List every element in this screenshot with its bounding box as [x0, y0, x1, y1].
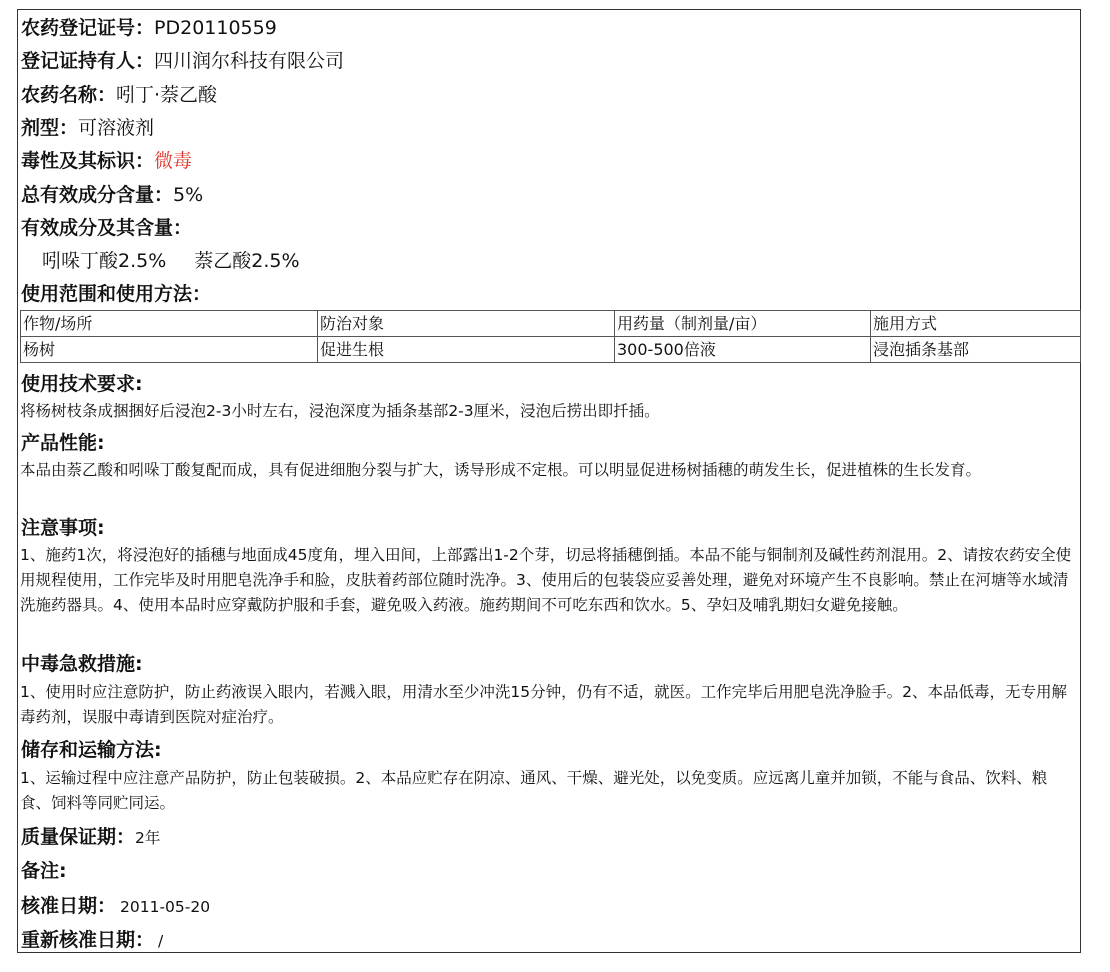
notes-label: 注意事项: [21, 517, 105, 539]
remarks-label: 备注: [21, 860, 67, 882]
holder-value: 四川润尔科技有限公司 [154, 50, 345, 72]
holder-row [21, 48, 344, 74]
firstaid-heading [21, 651, 143, 677]
performance-label: 产品性能: [21, 432, 105, 454]
approval-date-value: 2011-05-20 [120, 898, 211, 916]
toxicity-row [21, 148, 192, 174]
usage-heading [21, 281, 211, 307]
approval-date-row [21, 893, 210, 920]
name-row [21, 82, 217, 108]
reapproval-date-row [21, 927, 163, 954]
formulation-label: 剂型： [21, 117, 79, 139]
warranty-row [21, 824, 160, 851]
table-cell: 浸泡插条基部 [871, 337, 1081, 363]
tech-heading [21, 371, 143, 397]
registration-document [17, 9, 1081, 953]
name-label: 农药名称： [21, 84, 117, 106]
notes-text: 1、施药1次，将浸泡好的插穗与地面成45度角，埋入田间，上部露出1-2个芽，切忌将插穗倒插。本品不能与铜制剂及碱性药剂混用。2、请按农药安全使用规程使用，工作完毕及时用肥皂洗净手和脸，皮肤着药部位随时洗净。3、使用后的包装袋应妥善处理，避免对环境产生不良影响。禁止在河塘等水域清洗施药器具。4、使用本品时应穿戴防护服和手套，避免吸入药液。施药期间不可吃东西和饮水。5、孕妇及哺乳期妇女避免接触。 [20, 546, 1072, 614]
performance-text: 本品由萘乙酸和吲哚丁酸复配而成，具有促进细胞分裂与扩大，诱导形成不定根。可以明显促进杨树插穗的萌发生长，促进植株的生长发育。 [20, 461, 982, 479]
reg-no-row [21, 15, 277, 41]
table-cell: 促进生根 [318, 337, 615, 363]
approval-date-label: 核准日期： [21, 895, 117, 917]
toxicity-label: 毒性及其标识： [21, 150, 155, 172]
name-value: 吲丁·萘乙酸 [116, 84, 218, 106]
reg-no-value: PD20110559 [154, 17, 277, 39]
ingredients-row [21, 215, 192, 241]
ingredients-list [42, 248, 300, 274]
reapproval-date-value: / [158, 932, 164, 950]
reg-no-label: 农药登记证号： [21, 17, 155, 39]
tech-text: 将杨树枝条成捆捆好后浸泡2-3小时左右，浸泡深度为插条基部2-3厘米，浸泡后捞出即扦插。 [20, 402, 660, 420]
ingredient-item: 萘乙酸2.5% [194, 250, 300, 272]
holder-label: 登记证持有人： [21, 50, 155, 72]
table-header-cell: 作物/场所 [21, 311, 318, 337]
table-row [21, 337, 1081, 363]
usage-label: 使用范围和使用方法： [21, 283, 212, 305]
table-cell: 杨树 [21, 337, 318, 363]
notes-heading [21, 515, 105, 541]
table-header-row [21, 311, 1081, 337]
firstaid-text: 1、使用时应注意防护，防止药液误入眼内，若溅入眼，用清水至少冲洗15分钟，仍有不适，就医。工作完毕后用肥皂洗净脸手。2、本品低毒，无专用解毒药剂，误服中毒请到医院对症治疗。 [20, 683, 1067, 726]
storage-label: 储存和运输方法: [21, 739, 162, 761]
total-content-row [21, 182, 203, 208]
table-cell: 300-500倍液 [615, 337, 871, 363]
reapproval-date-label: 重新核准日期： [21, 929, 155, 951]
performance-heading [21, 430, 105, 456]
tech-label: 使用技术要求: [21, 373, 143, 395]
total-content-value: 5% [173, 184, 204, 206]
storage-heading [21, 737, 162, 763]
table-header-cell: 防治对象 [318, 311, 615, 337]
table-header-cell: 施用方式 [871, 311, 1081, 337]
warranty-label: 质量保证期： [21, 826, 136, 848]
toxicity-value: 微毒 [154, 150, 193, 172]
firstaid-label: 中毒急救措施: [21, 653, 143, 675]
warranty-value: 2年 [135, 829, 161, 847]
ingredient-item: 吲哚丁酸2.5% [42, 250, 167, 272]
storage-text: 1、运输过程中应注意产品防护，防止包装破损。2、本品应贮存在阴凉、通风、干燥、避光处，以免变质。应远离儿童并加锁，不能与食品、饮料、粮食、饲料等同贮同运。 [20, 769, 1048, 812]
usage-table [20, 310, 1081, 363]
formulation-value: 可溶液剂 [78, 117, 155, 139]
total-content-label: 总有效成分含量： [21, 184, 174, 206]
formulation-row [21, 115, 154, 141]
ingredients-label: 有效成分及其含量： [21, 217, 193, 239]
table-header-cell: 用药量（制剂量/亩） [615, 311, 871, 337]
remarks-row [21, 858, 67, 884]
